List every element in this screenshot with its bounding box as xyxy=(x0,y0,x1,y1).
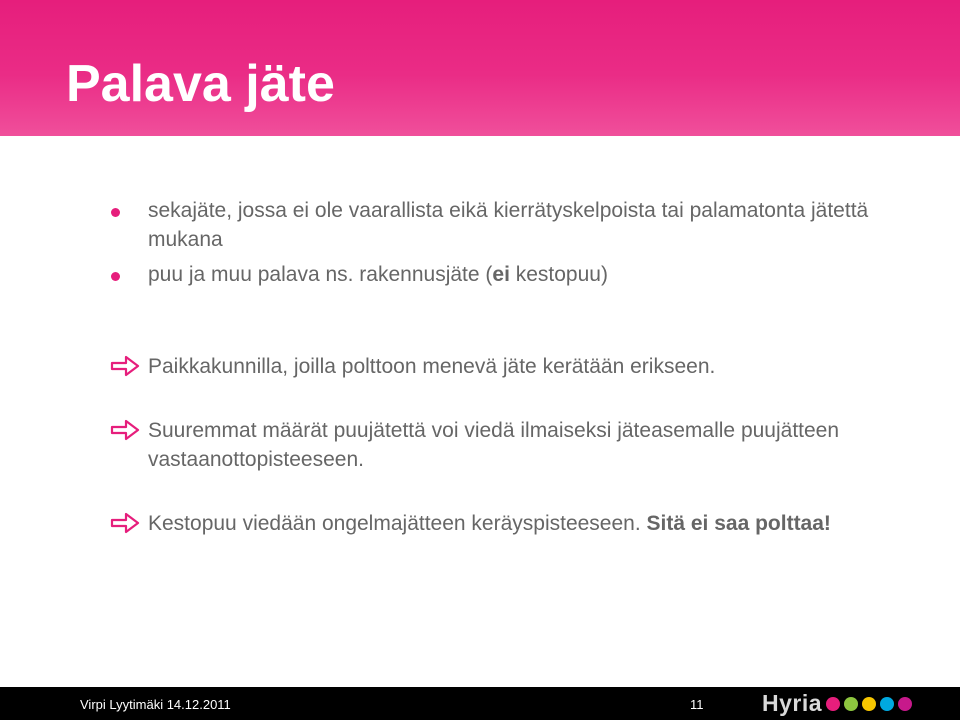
logo-dot xyxy=(880,697,894,711)
footer-author-date: Virpi Lyytimäki 14.12.2011 xyxy=(80,697,231,712)
bullet-dot-icon xyxy=(111,208,120,217)
title-banner xyxy=(0,0,960,136)
arrow-item xyxy=(110,416,940,474)
bullet-text: sekajäte, jossa ei ole vaarallista eikä kierrätyskelpoista tai palamatonta jätettä mukana xyxy=(148,199,869,251)
bullet-dot-icon xyxy=(111,272,120,281)
arrow-text: Kestopuu viedään ongelmajätteen keräyspisteeseen. xyxy=(148,512,647,535)
arrow-right-icon xyxy=(110,512,140,534)
hyria-logo-text: Hyria xyxy=(762,690,823,716)
logo-dot xyxy=(844,697,858,711)
logo-dot xyxy=(826,697,840,711)
arrow-item xyxy=(110,509,940,538)
slide-title: Palava jäte xyxy=(66,55,335,113)
bullet-item xyxy=(110,260,940,289)
arrow-item xyxy=(110,352,940,381)
logo-dot xyxy=(898,697,912,711)
footer-bar xyxy=(0,687,960,720)
bullet-text-emphasis: ei xyxy=(492,263,510,286)
arrow-text: Paikkakunnilla, joilla polttoon menevä jäte kerätään erikseen. xyxy=(148,355,716,378)
arrow-text-emphasis: Sitä ei saa polttaa! xyxy=(646,512,831,535)
bullet-text: kestopuu) xyxy=(509,263,608,286)
slide-content xyxy=(110,196,940,538)
bullet-item xyxy=(110,196,940,254)
arrow-right-icon xyxy=(110,355,140,377)
logo-dot xyxy=(862,697,876,711)
arrow-text: Suuremmat määrät puujätettä voi viedä ilmaiseksi jäteasemalle puujätteen vastaanottopisteeseen. xyxy=(148,419,840,471)
bullet-text: puu ja muu palava ns. rakennusjäte ( xyxy=(148,263,493,286)
arrow-right-icon xyxy=(110,419,140,441)
page-number: 11 xyxy=(690,697,704,712)
